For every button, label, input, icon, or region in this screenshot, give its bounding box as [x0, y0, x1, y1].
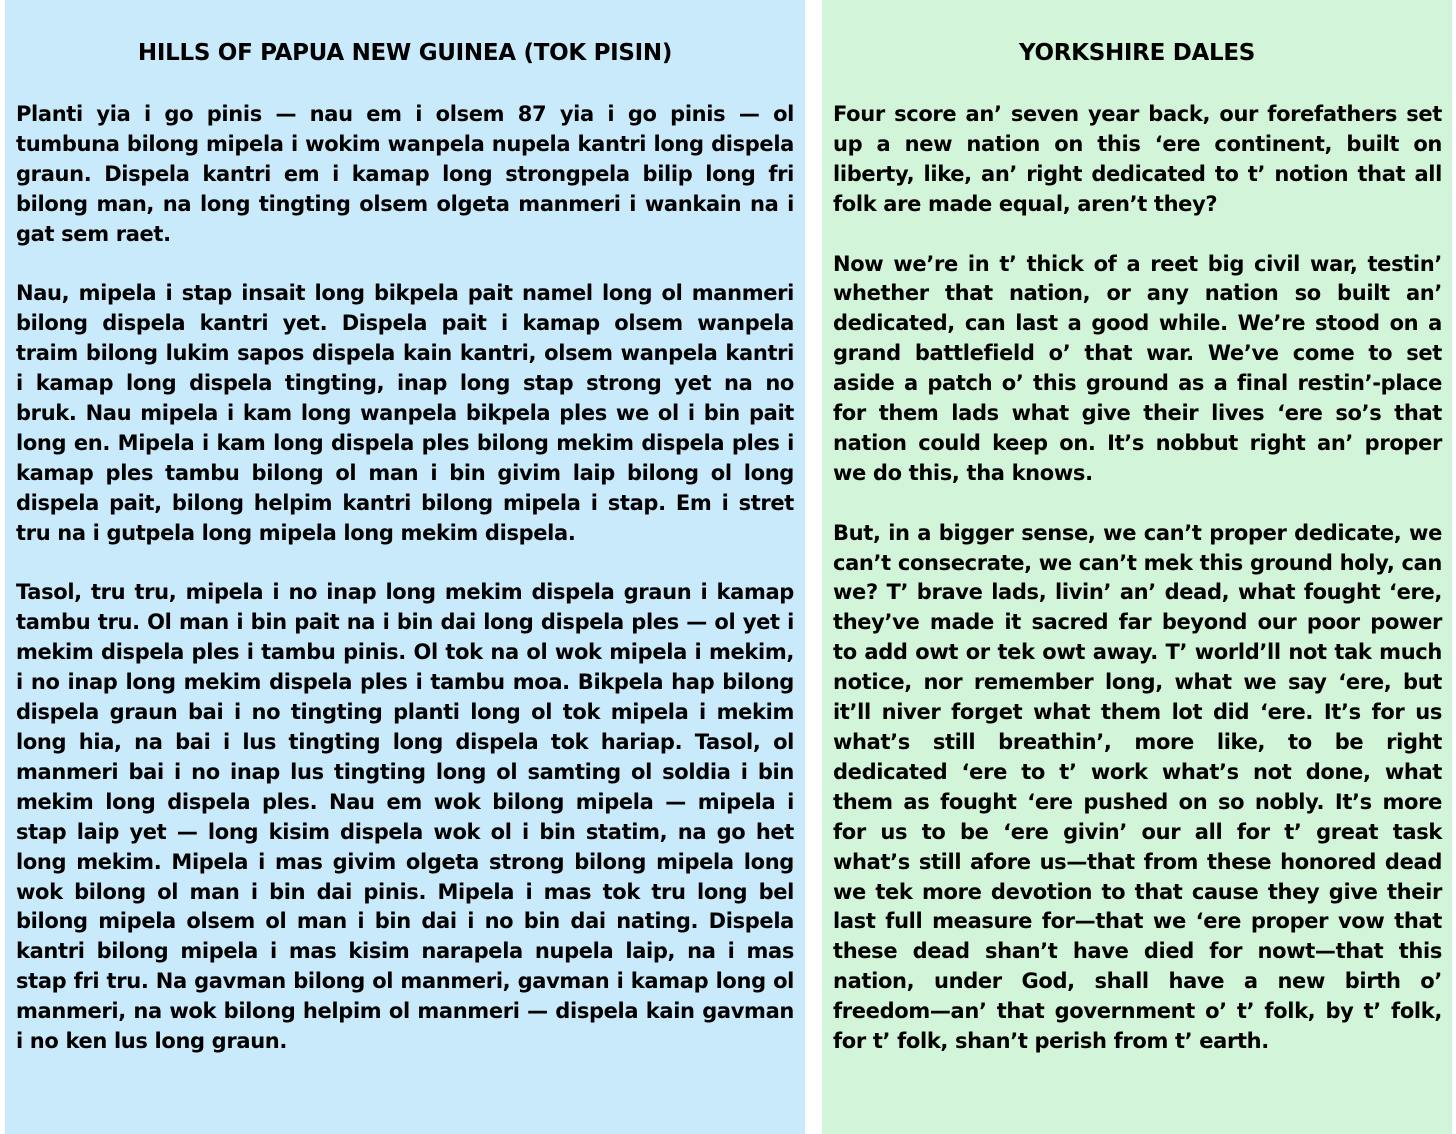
yorkshire-title: YORKSHIRE DALES	[1018, 40, 1256, 66]
tok-pisin-paragraph-3: Tasol, tru tru, mipela i no inap long mekim dispela graun i kamap tambu tru. Ol man i bin pait na i bin dai long dispela ples — ol yet i mekim dispela ples i tambu pinis. Ol tok na ol wok mipela i mekim, i no inap long mekim dispela ples i tambu moa. Bikpela hap bilong dispela graun bai i no tingting planti long ol tok mipela i mekim long hia, na bai i lus tingting long dispela tok hariap. Tasol, ol manmeri bai i no inap lus tingting long ol samting ol soldia i bin mekim long dispela ples. Nau em wok bilong mipela — mipela i stap laip yet — long kisim dispela wok ol i bin statim, na go het long mekim. Mipela i mas givim olgeta strong bilong mipela long wok bilong ol man i bin dai pinis. Mipela i mas tok tru long bel bilong mipela olsem ol man i bin dai i no bin dai nating. Dispela kantri bilong mipela i mas kisim narapela nupela laip, na i mas stap fri tru. Na gavman bilong ol manmeri, gavman i kamap long ol manmeri, na wok bilong helpim ol manmeri — dispela kain gavman i no ken lus long graun.	[16, 580, 794, 1054]
yorkshire-paragraph-1: Four score an’ seven year back, our forefathers set up a new nation on this ‘ere continent, built on liberty, like, an’ right dedicated to t’ notion that all folk are made equal, aren’t they?	[833, 102, 1442, 216]
tok-pisin-title: HILLS OF PAPUA NEW GUINEA (TOK PISIN)	[137, 40, 673, 66]
yorkshire-paragraph-2: Now we’re in t’ thick of a reet big civil war, testin’ whether that nation, or any nation so built an’ dedicated, can last a good while. We’re stood on a grand battlefield o’ that war. We’ve come to set aside a patch o’ this ground as a final restin’-place for them lads what give their lives ‘ere so’s that nation could keep on. It’s nobbut right an’ proper we do this, tha knows.	[833, 251, 1442, 485]
tok-pisin-paragraph-1: Planti yia i go pinis — nau em i olsem 87 yia i go pinis — ol tumbuna bilong mipela i wokim wanpela nupela kantri long dispela graun. Dispela kantri em i kamap long strongpela bilip long fri bilong man, na long tingting olsem olgeta manmeri i wankain na i gat sem raet.	[16, 102, 794, 246]
yorkshire-paragraph-3: But, in a bigger sense, we can’t proper dedicate, we can’t consecrate, we can’t mek this ground holy, can we? T’ brave lads, livin’ an’ dead, what fought ‘ere, they’ve made it sacred far beyond our poor power to add owt or tek owt away. T’ world’ll not tak much notice, nor remember long, what we say ‘ere, but it’ll niver forget what them lot did ‘ere. It’s for us what’s still breathin’, more like, to be right dedicated ‘ere to t’ work what’s not done, what them as fought ‘ere pushed on so nobly. It’s more for us to be ‘ere givin’ our all for t’ great task what’s still afore us—that from these honored dead we tek more devotion to that cause they give their last full measure for—that we ‘ere proper vow that these dead shan’t have died for nowt—that this nation, under God, shall have a new birth o’ freedom—an’ that government o’ t’ folk, by t’ folk, for t’ folk, shan’t perish from t’ earth.	[833, 520, 1442, 1054]
yorkshire-panel	[822, 0, 1452, 1134]
tok-pisin-paragraph-2: Nau, mipela i stap insait long bikpela pait namel long ol manmeri bilong dispela kantri yet. Dispela pait i kamap olsem wanpela traim bilong lukim sapos dispela kain kantri, olsem wanpela kantri i kamap long dispela tingting, inap long stap strong yet na no bruk. Nau mipela i kam long wanpela bikpela ples we ol i bin pait long en. Mipela i kam long dispela ples bilong mekim dispela ples i kamap ples tambu bilong ol man i bin givim laip bilong ol long dispela pait, bilong helpim kantri bilong mipela i stap. Em i stret tru na i gutpela long mipela long mekim dispela.	[16, 281, 794, 545]
tok-pisin-text	[16, 100, 794, 1087]
tok-pisin-panel	[5, 0, 805, 1134]
yorkshire-text	[833, 100, 1442, 1087]
